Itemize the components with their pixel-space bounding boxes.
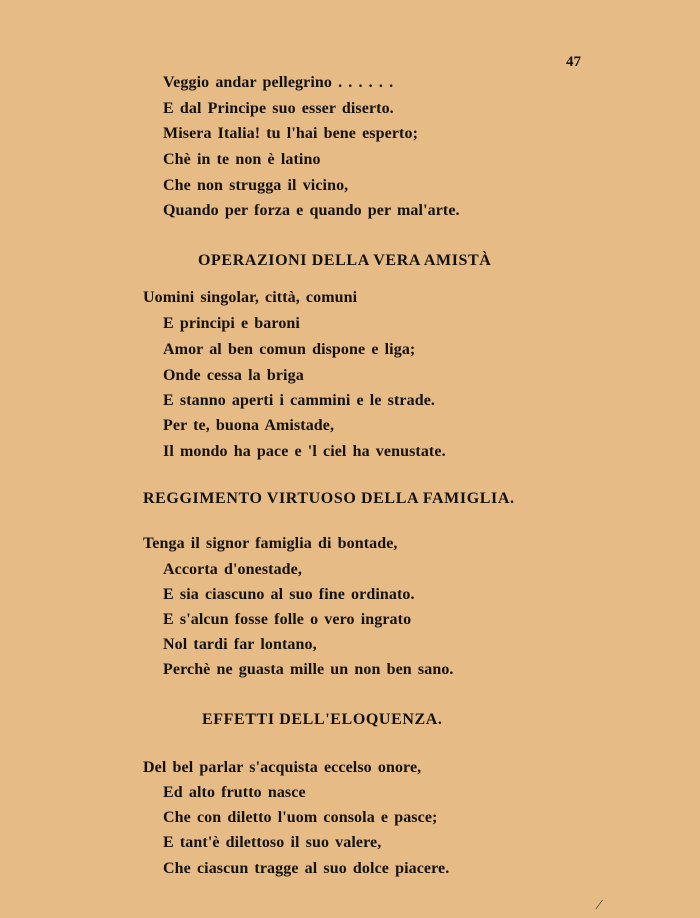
verse-line: E tant'è dilettoso il suo valere, — [163, 834, 382, 851]
verse-line: Che ciascun tragge al suo dolce piacere. — [163, 860, 450, 877]
scan-mark: ⁄ — [598, 898, 601, 913]
verse-line: Nol tardi far lontano, — [163, 636, 317, 653]
verse-line: Per te, buona Amistade, — [163, 417, 335, 434]
verse-line: Che non strugga il vicino, — [163, 177, 349, 194]
section-heading: REGGIMENTO VIRTUOSO DELLA FAMIGLIA. — [143, 490, 515, 507]
verse-line: Accorta d'onestade, — [163, 561, 302, 578]
verse-line: Onde cessa la briga — [163, 367, 304, 384]
verse-line: E principi e baroni — [163, 315, 300, 332]
verse-line: E s'alcun fosse folle o vero ingrato — [163, 611, 412, 628]
verse-line: Del bel parlar s'acquista eccelso onore, — [143, 759, 422, 776]
verse-line: Amor al ben comun dispone e liga; — [163, 341, 416, 358]
verse-line: Misera Italia! tu l'hai bene esperto; — [163, 125, 418, 142]
verse-line: Chè in te non è latino — [163, 151, 321, 168]
verse-line: Tenga il signor famiglia di bontade, — [143, 535, 398, 552]
verse-line: E dal Principe suo esser diserto. — [163, 100, 394, 117]
verse-line: Veggio andar pellegrino . . . . . . — [163, 74, 394, 91]
verse-line: Uomini singolar, città, comuni — [143, 289, 358, 306]
verse-line: Perchè ne guasta mille un non ben sano. — [163, 661, 454, 678]
verse-line: Che con diletto l'uom consola e pasce; — [163, 809, 438, 826]
verse-line: E sia ciascuno al suo fine ordinato. — [163, 586, 415, 603]
section-heading: OPERAZIONI DELLA VERA AMISTÀ — [198, 252, 492, 269]
verse-line: E stanno aperti i cammini e le strade. — [163, 392, 435, 409]
verse-line: Ed alto frutto nasce — [163, 784, 306, 801]
section-heading: EFFETTI DELL'ELOQUENZA. — [202, 711, 443, 728]
verse-line: Il mondo ha pace e 'l ciel ha venustate. — [163, 443, 446, 460]
verse-line: Quando per forza e quando per mal'arte. — [163, 202, 460, 219]
page-number: 47 — [566, 54, 581, 70]
